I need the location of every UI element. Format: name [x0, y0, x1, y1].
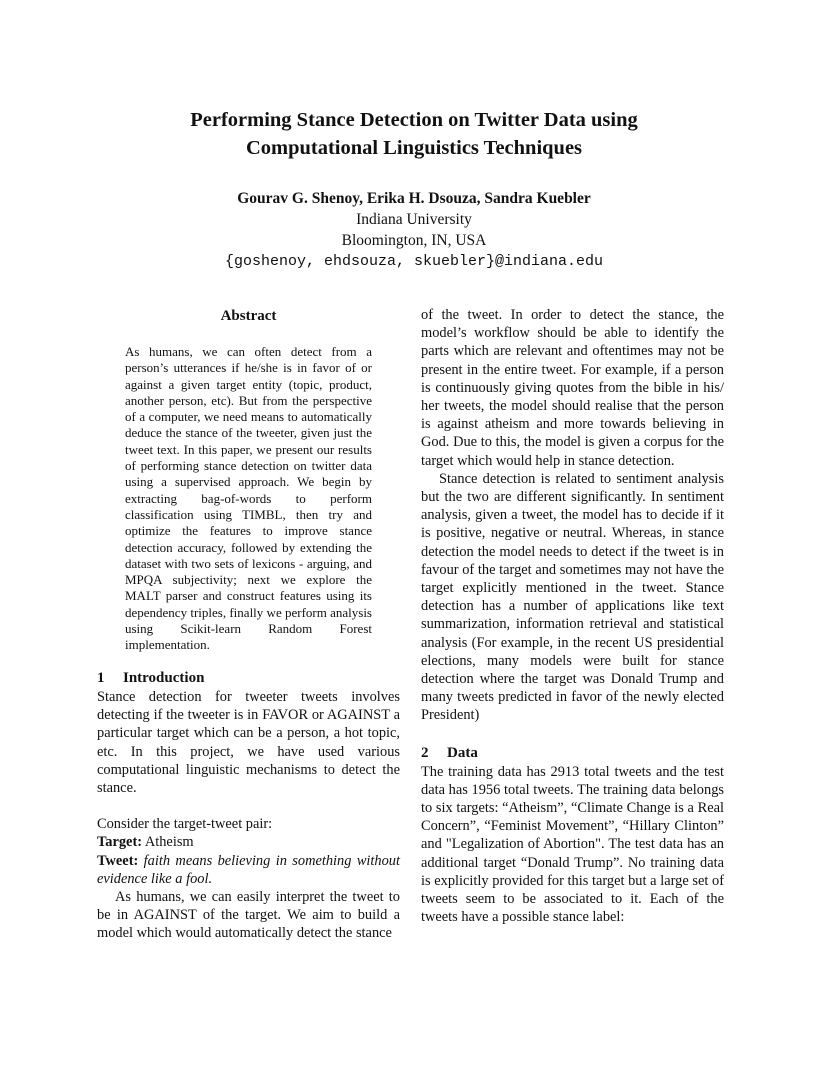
section-heading: [421, 743, 724, 763]
section-number: 2: [421, 744, 429, 761]
paragraph: Stance detection for tweeter tweets involves detecting if the tweeter is in FAVOR or AGAINST a particular target which can be a person, a hot topic, etc. In this project, we have used various computational linguistic mechanisms to detect the stance.: [97, 689, 400, 797]
section-data: [421, 743, 724, 927]
abstract-text: As humans, we can often detect from a person’s utterances if he/she is in favor of or against a given target entity (topic, product, another person, etc). But from the perspective of a computer, we need means to automatically deduce the stance of the tweeter, given just the tweet text. In this paper, we present our results of performing stance detection on twitter data using a supervised approach. We begin by extracting bag-of-words to perform classification using TIMBL, then try and optimize the features to improve stance detection accuracy, followed by extending the dataset with two sets of lexicons - arguing, and MPQA subjectivity; next we explore the MALT parser and construct features using its dependency triples, finally we perform analysis using Scikit-learn Random Forest implementation.: [125, 344, 372, 653]
title-line-2: Computational Linguistics Techniques: [245, 137, 583, 159]
example-tweet: [97, 852, 400, 888]
author-names: Gourav G. Shenoy, Erika H. Dsouza, Sandra Kuebler: [237, 190, 591, 207]
paragraph: The training data has 2913 total tweets and the test data has 1956 total tweets. The training data belongs to six targets: “Atheism”, “Climate Change is a Real Concern”, “Feminist Movement”, “Hillary Clinton” and "Legalization of Abortion". The test data has an additional target “Donald Trump”. No training data is explicitly provided for this target but a large set of tweets seem to be associated to it. Each of the tweets have a possible stance label:: [421, 763, 724, 926]
left-column: [97, 306, 400, 942]
paragraph: As humans, we can easily interpret the tweet to be in AGAINST of the target. We aim to build a model which would automatically detect the stance: [97, 889, 400, 942]
tweet-value: faith means believing in something without evidence like a fool.: [97, 852, 400, 887]
section-heading: [97, 668, 400, 688]
author-emails: {goshenoy, ehdsouza, skuebler}@indiana.edu: [224, 253, 604, 270]
example-target: [97, 833, 400, 851]
target-label: Target:: [97, 834, 143, 851]
abstract-heading: Abstract: [220, 308, 277, 324]
example-block: [97, 815, 400, 888]
section-number: 1: [97, 670, 105, 686]
paragraph: Stance detection is related to sentiment analysis but the two are different significantly. In sentiment analysis, given a tweet, the model has to decide if it is positive, negative or neutral. Whereas, in stance detection the model needs to detect if the tweet is in favour of the target and sometimes may not have the target explicitly mentioned in the tweet. Stance detection has a number of applications like text summarization, information retrieval and statistical analysis (For example, in the recent US presidential elections, many models were built for stance detection where the target was Donald Trump and many tweets predicted in favor of the newly elected President): [421, 470, 724, 724]
location: Bloomington, IN, USA: [341, 232, 487, 249]
section-introduction: [97, 668, 400, 943]
author-block: [0, 188, 828, 272]
affiliation: Indiana University: [356, 211, 472, 228]
target-value: Atheism: [144, 834, 194, 851]
tweet-label: Tweet:: [97, 852, 139, 869]
paragraph-continued: of the tweet. In order to detect the stance, the model’s workflow should be able to identify the parts which are relevant and oftentimes may not be present in the entire tweet. For example, if a person is continuously giving quotes from the bible in his/ her tweets, the model should realise that the person is against atheism and more towards believing in God. Due to this, the model is given a corpus for the target which would help in stance detection.: [421, 307, 724, 469]
section-title: Introduction: [123, 670, 205, 686]
right-column: [421, 306, 724, 927]
example-intro: Consider the target-tweet pair:: [97, 816, 273, 833]
title-line-1: Performing Stance Detection on Twitter Data using: [190, 109, 638, 131]
paper-title: [0, 106, 828, 162]
section-title: Data: [447, 744, 478, 761]
